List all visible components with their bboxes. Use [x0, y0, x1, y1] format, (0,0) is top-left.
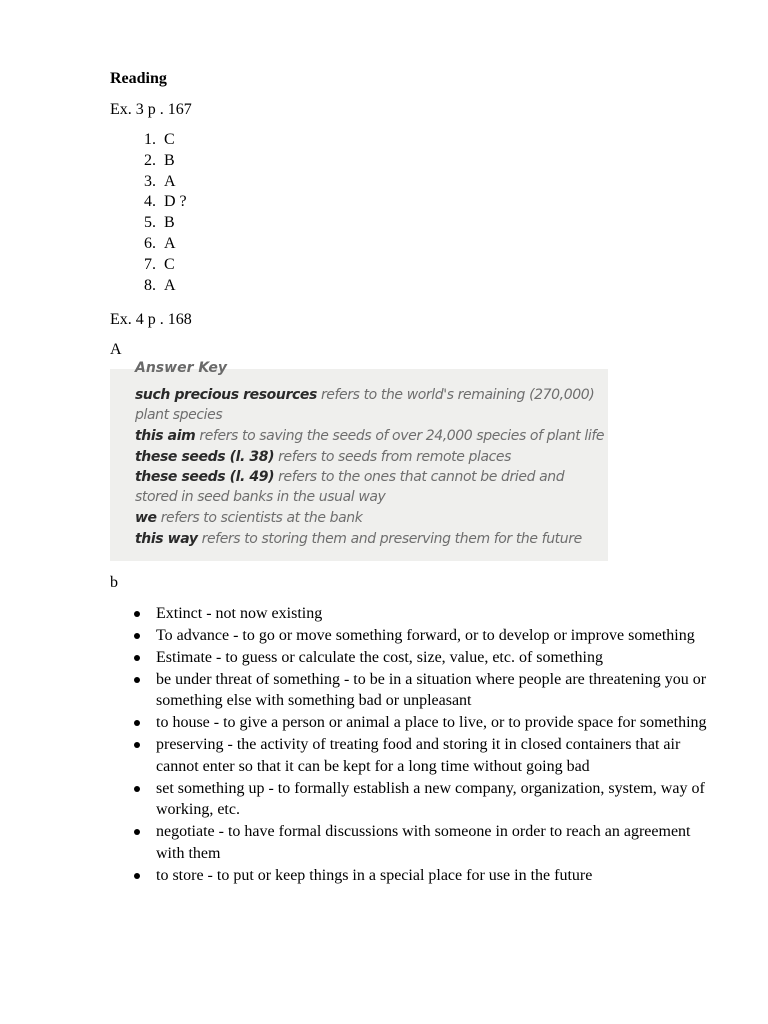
vocab-definition: set something up - to formally establish a new company, organization, system, way of working, etc. — [156, 779, 705, 819]
list-item — [110, 130, 187, 151]
answer-key-line — [135, 510, 362, 526]
list-item — [130, 625, 710, 647]
item-answer: C — [164, 255, 175, 273]
list-item — [130, 821, 710, 864]
key-explanation: refers to the world's remaining (270,000) — [316, 387, 595, 403]
list-item — [130, 647, 710, 669]
key-term: this aim — [135, 428, 196, 444]
exercise-3-title: Ex. 3 p . 167 — [110, 101, 192, 118]
item-number: 7. — [144, 255, 156, 273]
list-item — [130, 778, 710, 821]
bullet-icon — [134, 786, 140, 792]
vocabulary-list — [130, 603, 710, 887]
list-item — [110, 213, 187, 234]
bullet-icon — [134, 633, 140, 639]
item-number: 6. — [144, 234, 156, 252]
item-answer: C — [164, 131, 175, 148]
list-item — [130, 669, 710, 712]
answer-key-line — [135, 387, 594, 403]
answer-key-line — [135, 469, 564, 485]
vocab-definition: to house - to give a person or animal a place to live, or to provide space for something — [156, 714, 707, 732]
key-explanation: plant species — [135, 407, 223, 423]
bullet-icon — [134, 873, 140, 879]
exercise-3-answer-list — [110, 130, 187, 296]
key-term: these seeds (l. 38) — [135, 449, 275, 465]
list-item — [130, 865, 710, 887]
key-explanation: refers to storing them and preserving them for the future — [197, 531, 582, 547]
list-item — [110, 151, 187, 172]
bullet-icon — [134, 611, 140, 617]
answer-key-title: Answer Key — [135, 360, 228, 376]
vocab-definition: negotiate - to have formal discussions with someone in order to reach an agreement with them — [156, 823, 691, 863]
bullet-icon — [134, 742, 140, 748]
list-item — [110, 255, 187, 276]
key-term: we — [135, 510, 157, 526]
bullet-icon — [134, 829, 140, 835]
vocab-definition: Estimate - to guess or calculate the cost, size, value, etc. of something — [156, 648, 603, 666]
item-answer: B — [164, 214, 175, 232]
vocab-definition: to store - to put or keep things in a special place for use in the future — [156, 866, 593, 884]
key-explanation: refers to saving the seeds of over 24,000 species of plant life — [195, 428, 605, 444]
item-answer: D ? — [164, 193, 187, 211]
answer-key-line — [135, 428, 604, 444]
part-a-label: A — [110, 341, 122, 358]
answer-key-line — [135, 531, 582, 547]
key-term: this way — [135, 531, 198, 547]
answer-key-scan — [110, 360, 608, 561]
item-number: 4. — [144, 193, 156, 211]
list-item — [130, 712, 710, 734]
vocab-definition: preserving - the activity of treating food and storing it in closed containers that air cannot enter so that it can be kept for a long time without going bad — [156, 736, 681, 775]
bullet-icon — [134, 720, 140, 726]
list-item — [110, 276, 187, 297]
item-number: 3. — [144, 172, 156, 190]
key-term: these seeds (l. 49) — [135, 469, 275, 485]
exercise-4-title: Ex. 4 p . 168 — [110, 311, 192, 328]
key-explanation: refers to scientists at the bank — [156, 510, 363, 526]
key-term: such precious resources — [135, 387, 317, 403]
item-answer: A — [164, 172, 176, 190]
item-number: 2. — [144, 151, 156, 169]
item-answer: A — [164, 234, 176, 252]
item-number: 5. — [144, 214, 156, 232]
answer-key-line — [135, 407, 222, 423]
list-item — [130, 603, 710, 625]
item-number: 1. — [144, 131, 156, 148]
vocab-definition: To advance - to go or move something forward, or to develop or improve something — [156, 626, 695, 644]
list-item — [130, 734, 710, 777]
bullet-icon — [134, 677, 140, 683]
section-heading: Reading — [110, 70, 167, 87]
list-item — [110, 192, 187, 213]
vocab-definition: Extinct - not now existing — [156, 605, 323, 622]
key-explanation: stored in seed banks in the usual way — [135, 489, 386, 505]
key-explanation: refers to the ones that cannot be dried and — [274, 469, 565, 485]
answer-key-line — [135, 489, 385, 505]
bullet-icon — [134, 655, 140, 661]
item-answer: B — [164, 151, 175, 169]
vocab-definition: be under threat of something - to be in a situation where people are threatening you or something else with something bad or unpleasant — [156, 670, 707, 710]
key-explanation: refers to seeds from remote places — [274, 449, 512, 465]
item-answer: A — [164, 276, 176, 294]
part-b-label: b — [110, 574, 118, 591]
list-item — [110, 172, 187, 193]
list-item — [110, 234, 187, 255]
item-number: 8. — [144, 276, 156, 294]
answer-key-line — [135, 449, 511, 465]
